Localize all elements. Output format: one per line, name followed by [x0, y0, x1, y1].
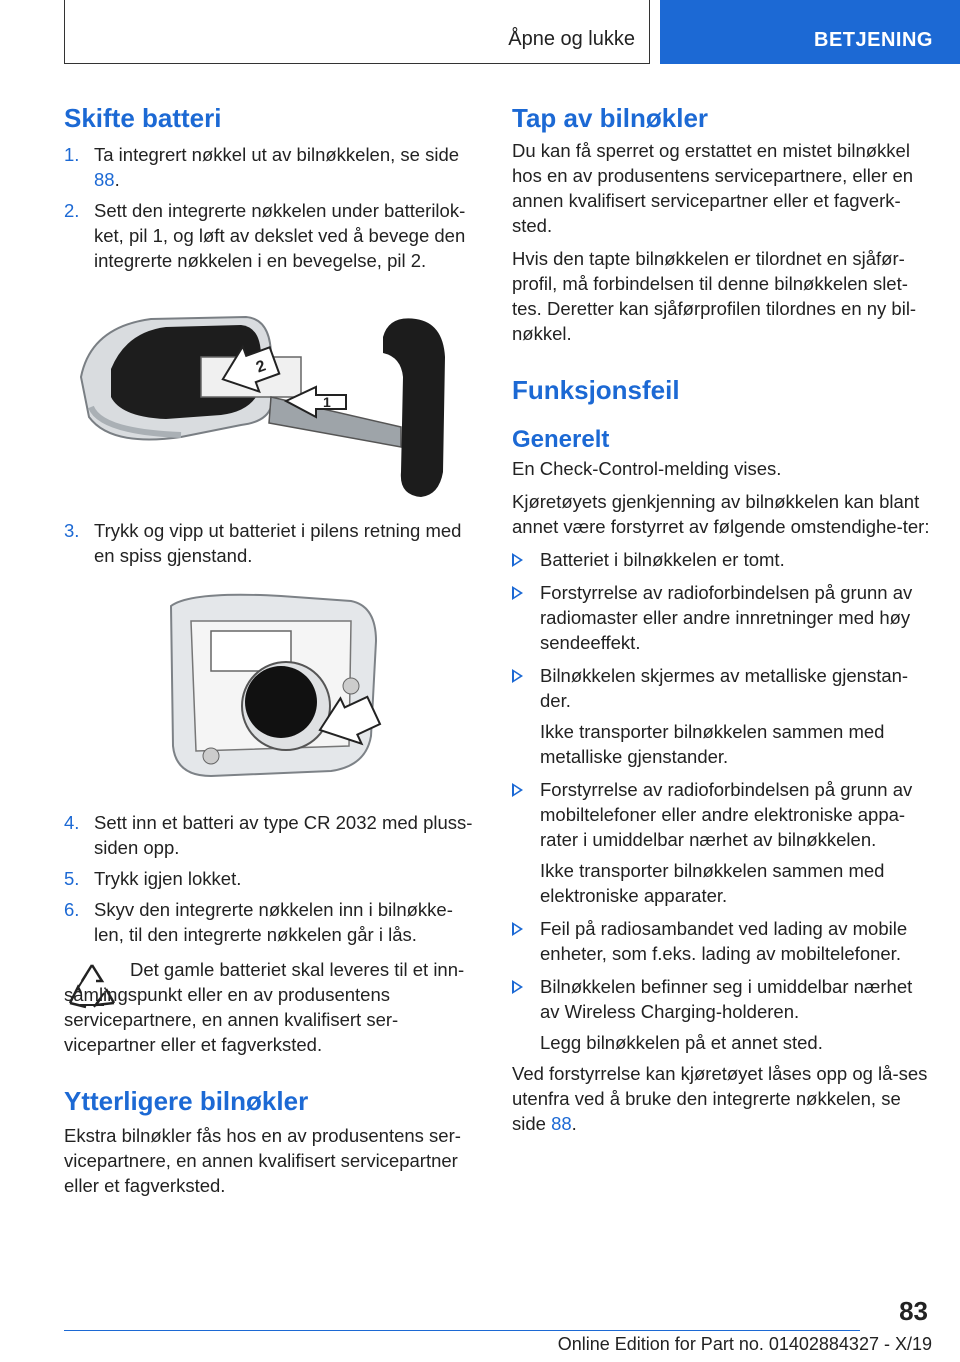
- heading-replace-battery: Skifte batteri: [64, 103, 222, 133]
- step-1: [64, 142, 478, 192]
- battery-compartment-illustration: [151, 586, 391, 786]
- cause-advice: Ikke transporter bilnøkkelen sammen med metalliske gjenstander.: [540, 721, 885, 767]
- cause-item: [512, 916, 930, 966]
- lost-keys-paragraph-2: Hvis den tapte bilnøkkelen er tilordnet en sjåfør-profil, må forbindelsen til denne bilnøkkelen slet-tes. Deretter kan sjåførprofilen tilordnes en ny bil-nøkkel.: [512, 248, 917, 344]
- triangle-bullet-icon: [512, 586, 523, 600]
- step-number: 2.: [64, 200, 80, 221]
- cause-advice: Legg bilnøkkelen på et annet sted.: [540, 1032, 823, 1053]
- steps-list-b: [64, 518, 478, 568]
- recycling-icon: [64, 961, 120, 1013]
- left-column: [64, 100, 478, 1198]
- step-text: Sett den integrerte nøkkelen under batterilok-ket, pil 1, og løft av dekslet ved å bevege den integrerte nøkkelen i en bevegelse, pil 2.: [94, 200, 466, 271]
- page-link[interactable]: 88: [94, 169, 115, 190]
- cause-item: [512, 974, 930, 1055]
- cause-text: Forstyrrelse av radioforbindelsen på grunn av mobiltelefoner eller andre elektroniske appa-rater i umiddelbar nærhet av bilnøkkelen.: [540, 779, 913, 850]
- triangle-bullet-icon: [512, 669, 523, 683]
- cause-item: [512, 580, 930, 655]
- step-text: Trykk og vipp ut batteriet i pilens retning med en spiss gjenstand.: [94, 520, 462, 566]
- step-number: 3.: [64, 520, 80, 541]
- cause-text: Batteriet i bilnøkkelen er tomt.: [540, 549, 785, 570]
- step-number: 5.: [64, 868, 80, 889]
- step-number: 6.: [64, 899, 80, 920]
- step-2: [64, 198, 478, 273]
- footer-divider: [64, 1330, 860, 1331]
- triangle-bullet-icon: [512, 783, 523, 797]
- cause-advice: Ikke transporter bilnøkkelen sammen med elektroniske apparater.: [540, 860, 885, 906]
- extra-keys-paragraph: Ekstra bilnøkler fås hos en av produsentens ser-vicepartnere, en annen kvalifisert servicepartner eller et fagverksted.: [64, 1125, 461, 1196]
- step-number: 4.: [64, 812, 80, 833]
- step-4: [64, 810, 478, 860]
- step-text: Trykk igjen lokket.: [94, 868, 242, 889]
- page-header: [0, 0, 960, 66]
- subheading-general: Generelt: [512, 426, 610, 453]
- cause-item: [512, 547, 930, 572]
- triangle-bullet-icon: [512, 922, 523, 936]
- integrated-key-tail: .: [571, 1113, 577, 1134]
- key-blade-illustration: [71, 297, 471, 512]
- right-column: [512, 100, 930, 1136]
- recycling-note: [64, 957, 478, 1057]
- heading-malfunction: Funksjonsfeil: [512, 375, 680, 405]
- triangle-bullet-icon: [512, 980, 523, 994]
- steps-list-c: [64, 810, 478, 947]
- integrated-key-paragraph: [512, 1061, 930, 1136]
- page-number: 83: [899, 1296, 928, 1326]
- cause-text: Bilnøkkelen skjermes av metalliske gjenstan-der.: [540, 665, 909, 711]
- check-control-paragraph: En Check-Control-melding vises.: [512, 458, 782, 479]
- recycling-note-text: Det gamle batteriet skal leveres til et inn-samlingspunkt eller en av produsentens servicepartnere, en annen kvalifisert ser-vicepartner eller et fagverksted.: [64, 959, 465, 1055]
- cause-text: Feil på radiosambandet ved lading av mobile enheter, som f.eks. lading av mobiltelefoner.: [540, 918, 908, 964]
- footer-edition: Online Edition for Part no. 01402884327 - X/19: [557, 1334, 932, 1354]
- steps-list-a: [64, 142, 478, 273]
- arrow-label-1: 1: [323, 394, 331, 410]
- step-5: [64, 866, 478, 891]
- cause-item: [512, 777, 930, 908]
- header-chapter-tab[interactable]: [660, 0, 960, 64]
- heading-extra-keys: Ytterligere bilnøkler: [64, 1086, 309, 1116]
- heading-lost-keys: Tap av bilnøkler: [512, 103, 709, 133]
- integrated-key-text: Ved forstyrrelse kan kjøretøyet låses opp og lå-ses utenfra ved å bruke den integrerte nøkkelen, se side: [512, 1063, 928, 1134]
- header-chapter-label: BETJENING: [814, 29, 933, 51]
- page-link[interactable]: 88: [551, 1113, 572, 1134]
- arrow-label-2: 2: [253, 357, 269, 377]
- step-3: [64, 518, 478, 568]
- cause-item: [512, 663, 930, 769]
- step-text: Ta integrert nøkkel ut av bilnøkkelen, se side: [94, 144, 460, 165]
- triangle-bullet-icon: [512, 553, 523, 567]
- step-number: 1.: [64, 144, 80, 165]
- interference-intro: Kjøretøyets gjenkjenning av bilnøkkelen kan blant annet være forstyrret av følgende omstendighe-ter:: [512, 491, 930, 537]
- cause-text: Bilnøkkelen befinner seg i umiddelbar nærhet av Wireless Charging-holderen.: [540, 976, 913, 1022]
- step-tail: .: [114, 169, 120, 190]
- step-text: Sett inn et batteri av type CR 2032 med pluss-siden opp.: [94, 812, 473, 858]
- header-section-title: Åpne og lukke: [508, 28, 635, 50]
- lost-keys-paragraph-1: Du kan få sperret og erstattet en mistet bilnøkkel hos en av produsentens servicepartnere, eller en annen kvalifisert servicepartner eller et fagverk-sted.: [512, 140, 914, 236]
- header-section-box: [64, 0, 650, 64]
- step-text: Skyv den integrerte nøkkelen inn i bilnøkke-len, til den integrerte nøkkelen går i lås.: [94, 899, 453, 945]
- step-6: [64, 897, 478, 947]
- interference-causes-list: [512, 547, 930, 1055]
- cause-text: Forstyrrelse av radioforbindelsen på grunn av radiomaster eller andre innretninger med høy sendeeffekt.: [540, 582, 913, 653]
